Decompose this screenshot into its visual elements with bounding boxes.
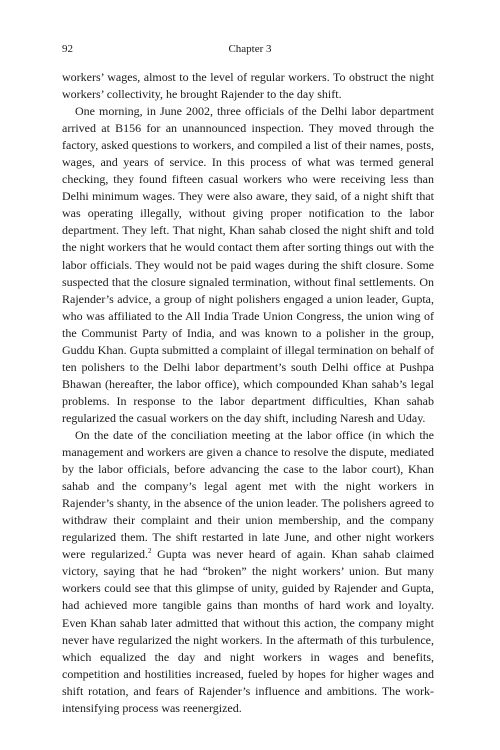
- paragraph-continuation: workers’ wages, almost to the level of regular workers. To obstruct the night workers’ collectivity, he brought Rajender to the day shift.: [62, 70, 434, 102]
- running-header: [62, 43, 438, 59]
- paragraph-inspection: One morning, in June 2002, three officials of the Delhi labor department arrived at B156 for an unannounced inspection. They moved through the factory, asked questions to workers, and compiled a list of their names, posts, wages, and years of service. In this process of what was termed general checking, they found fifteen casual workers who were receiving less than Delhi minimum wages. They were also aware, they said, of a night shift that was operating illegally, without giving proper notification to the labor department. They left. That night, Khan sahab closed the night shift and told the night workers that he would contact them after sorting things out with the labor officials. They would not be paid wages during the shift closure. Some suspected that the closure signaled termination, without final settlements. On Rajender’s advice, a group of night polishers engaged a union leader, Gupta, who was affiliated to the All India Trade Union Congress, the union wing of the Communist Party of India, and was known to a polisher in the group, Guddu Khan. Gupta submitted a complaint of illegal termination on behalf of ten polishers to the Delhi labor department’s south Delhi office at Pushpa Bhawan (hereafter, the labor office), which compounded Khan sahab’s legal problems. In response to the labor department difficulties, Khan sahab regularized the casual workers on the day shift, including Naresh and Uday.: [62, 104, 434, 425]
- chapter-title: Chapter 3: [228, 43, 272, 55]
- body-text: [62, 69, 434, 717]
- paragraph-conciliation: [62, 427, 434, 717]
- paragraph-text-after-note: Gupta was never heard of again. Khan sahab claimed victory, saying that he had “broken” the night workers’ union. But many workers could see that this glimpse of unity, guided by Rajender and Gupta, had achieved more tangible gains than months of hard work and loyalty. Even Khan sahab later admitted that without this action, the company might never have regularized the night workers. In the aftermath of this turbulence, which equalized the day and night workers in wages and benefits, competition and hostilities increased, fueled by hopes for higher wages and shift rotation, and fears of Rajender’s influence and ambitions. The work-intensifying process was reenergized.: [62, 547, 435, 715]
- footnote-marker[interactable]: 2: [147, 547, 152, 556]
- page-number: 92: [62, 43, 73, 55]
- paragraph-text-before-note: On the date of the conciliation meeting at the labor office (in which the management and workers are given a chance to resolve the dispute, mediated by the labor officials, before advancing the case to the labor court), Khan sahab and the company’s legal agent met with the night workers in Rajender’s shanty, in the absence of the union leader. The polishers agreed to withdraw their complaint and their union membership, and the company regularized them. The shift restarted in late June, and other night workers were regularized.: [62, 427, 434, 562]
